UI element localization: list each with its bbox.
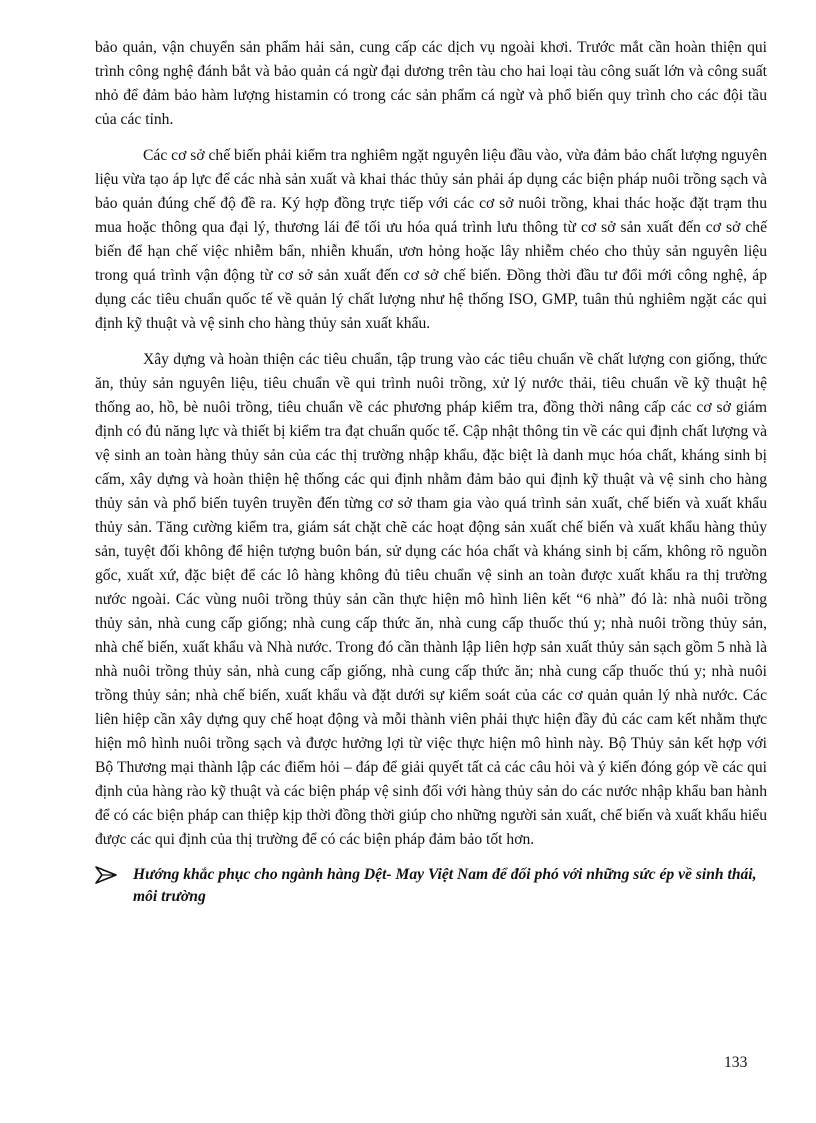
arrow-bullet-icon xyxy=(95,866,117,884)
section-heading xyxy=(95,864,767,908)
paragraph-1: bảo quản, vận chuyển sản phẩm hải sản, cung cấp các dịch vụ ngoài khơi. Trước mắt cần hoàn thiện qui trình công nghệ đánh bắt và bảo quản cá ngừ đại dương trên tàu cho hai loại tàu công suất lớn và công suất nhỏ để đảm bảo hàm lượng histamin có trong các sản phẩm cá ngừ và phổ biến quy trình cho các đội tầu của các tỉnh. xyxy=(95,39,767,128)
section-heading-text: Hướng khắc phục cho ngành hàng Dệt- May Việt Nam để đối phó với những sức ép về sinh thái, môi trường xyxy=(133,866,757,905)
paragraph-gap xyxy=(95,132,767,144)
paragraph-3: Xây dựng và hoàn thiện các tiêu chuẩn, tập trung vào các tiêu chuẩn về chất lượng con giống, thức ăn, thủy sản nguyên liệu, tiêu chuẩn về qui trình nuôi trồng, xử lý nước thải, tiêu chuẩn về kỹ thuật hệ thống ao, hồ, bè nuôi trồng, tiêu chuẩn về các phương pháp kiểm tra, đồng thời nâng cấp các cơ sở giám định có đủ năng lực và thiết bị kiểm tra đạt chuẩn quốc tế. Cập nhật thông tin về các qui định chất lượng và vệ sinh an toàn hàng thủy sản của các thị trường nhập khẩu, đặc biệt là danh mục hóa chất, kháng sinh bị cấm, xây dựng và hoàn thiện hệ thống các qui định nhằm đảm bảo qui định kỹ thuật và vệ sinh cho hàng thủy sản và phổ biến tuyên truyền đến từng cơ sở tham gia vào quá trình sản xuất, chế biến và xuất khẩu thủy sản. Tăng cường kiểm tra, giám sát chặt chẽ các hoạt động sản xuất chế biến và xuất khẩu hàng thủy sản, tuyệt đối không để hiện tượng buôn bán, sử dụng các hóa chất và kháng sinh bị cấm, không rõ nguồn gốc, xuất xứ, đặc biệt để các lô hàng không đủ tiêu chuẩn vệ sinh an toàn được xuất khẩu ra thị trường nước ngoài. Các vùng nuôi trồng thủy sản cần thực hiện mô hình liên kết “6 nhà” đó là: nhà nuôi trồng thủy sản, nhà cung cấp giống; nhà cung cấp thức ăn, nhà cung cấp thuốc thú y; nhà nuôi trồng thủy sản, nhà chế biến, xuất khẩu và Nhà nước. Trong đó cần thành lập liên hợp sản xuất thủy sản sạch gồm 5 nhà là nhà nuôi trồng thủy sản, nhà cung cấp giống, nhà cung cấp thức ăn; nhà cung cấp thuốc thú y; nhà nuôi trồng thủy sản; nhà chế biến, xuất khẩu và đặt dưới sự kiểm soát của các cơ quản quản lý nhà nước. Các liên hiệp cần xây dựng quy chế hoạt động và mỗi thành viên phải thực hiện đầy đủ các cam kết nhằm thực hiện mô hình nuôi trồng sạch và được hưởng lợi từ việc thực hiện mô hình này. Bộ Thủy sản kết hợp với Bộ Thương mại thành lập các điểm hỏi – đáp để giải quyết tất cả các câu hỏi và ý kiến đóng góp về các qui định của hàng rào kỹ thuật và các biện pháp vệ sinh đối với hàng thủy sản do các nước nhập khẩu ban hành để có các biện pháp can thiệp kịp thời đồng thời giúp cho những người sản xuất, chế biến và xuất khẩu hiểu được các qui định của thị trường để có các biện pháp đảm bảo tốt hơn. xyxy=(95,351,767,848)
document-page xyxy=(95,36,767,908)
page-number: 133 xyxy=(724,1054,748,1071)
paragraph-2: Các cơ sở chế biến phải kiểm tra nghiêm ngặt nguyên liệu đầu vào, vừa đảm bảo chất lượng nguyên liệu vừa tạo áp lực để các nhà sản xuất và khai thác thủy sản phải áp dụng các biện pháp nuôi trồng sạch và bảo quản đúng chế độ đề ra. Ký hợp đồng trực tiếp với các cơ sở nuôi trồng, khai thác hoặc đặt trạm thu mua hoặc thông qua đại lý, thương lái để tối ưu hóa quá trình lưu thông từ cơ sở sản xuất đến cơ sở chế biến để hạn chế việc nhiễm bẩn, nhiễn khuẩn, ươn hỏng hoặc lây nhiễm chéo cho thủy sản nguyên liệu trong quá trình vận động từ cơ sở sản xuất đến cơ sở chế biến. Đồng thời đầu tư đổi mới công nghệ, áp dụng các tiêu chuẩn quốc tế về quản lý chất lượng như hệ thống ISO, GMP, tuân thủ nghiêm ngặt các qui định kỹ thuật và vệ sinh cho hàng thủy sản xuất khẩu. xyxy=(95,147,767,332)
paragraph-gap xyxy=(95,336,767,348)
